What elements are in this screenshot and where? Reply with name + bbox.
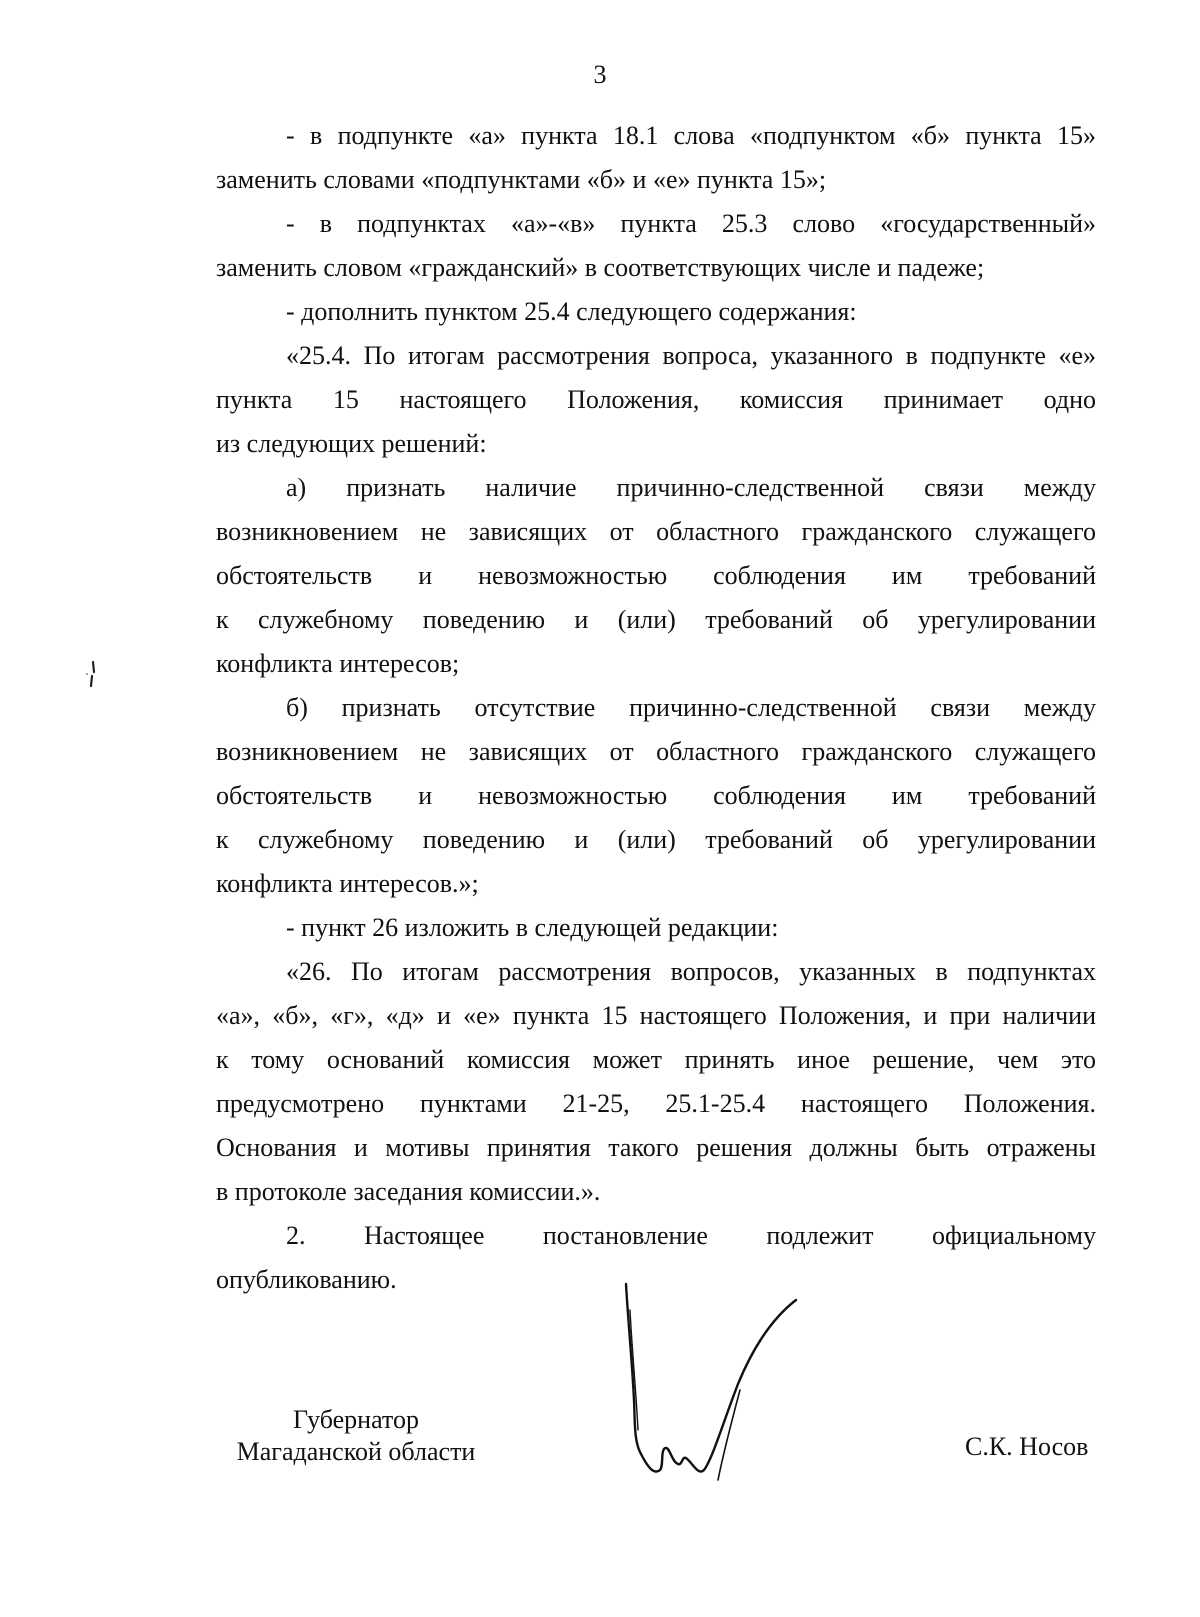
text-line: - в подпункте «а» пункта 18.1 слова «подпунктом «б» пункта 15» [286, 121, 1096, 150]
text-line: - дополнить пунктом 25.4 следующего содержания: [286, 297, 857, 326]
signatory-title-line: Магаданской области [236, 1437, 476, 1466]
text-line: в протоколе заседания комиссии.». [216, 1177, 601, 1206]
signatory-name: С.К. Носов [965, 1432, 1089, 1461]
paragraph-5 [216, 466, 1096, 686]
text-line: возникновением не зависящих от областного гражданского служащего [216, 737, 1096, 766]
text-line: «а», «б», «г», «д» и «е» пункта 15 настоящего Положения, и при наличии [216, 1001, 1096, 1030]
text-line: конфликта интересов; [216, 649, 460, 678]
text-line: пункта 15 настоящего Положения, комиссия принимает одно [216, 385, 1096, 414]
text-line: б) признать отсутствие причинно-следственной связи между [286, 693, 1096, 722]
text-line: «26. По итогам рассмотрения вопросов, указанных в подпунктах [286, 957, 1096, 986]
text-line: из следующих решений: [216, 429, 487, 458]
text-line: «25.4. По итогам рассмотрения вопроса, указанного в подпункте «е» [286, 341, 1096, 370]
text-line: - пункт 26 изложить в следующей редакции: [286, 913, 779, 942]
text-line: Основания и мотивы принятия такого решения должны быть отражены [216, 1133, 1096, 1162]
text-line: а) признать наличие причинно-следственной связи между [286, 473, 1096, 502]
page-number: 3 [593, 60, 607, 89]
paragraph-8 [216, 950, 1096, 1214]
text-line: предусмотрено пунктами 21-25, 25.1-25.4 настоящего Положения. [216, 1089, 1096, 1118]
paragraph-4 [216, 334, 1096, 466]
text-line: к тому оснований комиссия может принять иное решение, чем это [216, 1045, 1096, 1074]
text-line: заменить словом «гражданский» в соответствующих числе и падеже; [216, 253, 985, 282]
signatory-title-line: Губернатор [293, 1405, 419, 1434]
text-line: возникновением не зависящих от областного гражданского служащего [216, 517, 1096, 546]
signature-block [0, 1308, 1200, 1568]
text-line: обстоятельств и невозможностью соблюдения им требований [216, 781, 1096, 810]
paragraph-2 [216, 202, 1096, 290]
signatory-title [226, 1404, 486, 1468]
text-line: заменить словами «подпунктами «б» и «е» пункта 15»; [216, 165, 827, 194]
handwritten-signature [620, 1280, 820, 1510]
scan-speck [84, 660, 98, 690]
text-line: опубликованию. [216, 1265, 397, 1294]
text-line: обстоятельств и невозможностью соблюдения им требований [216, 561, 1096, 590]
text-line: - в подпунктах «а»-«в» пункта 25.3 слово «государственный» [286, 209, 1096, 238]
paragraph-7 [216, 906, 1096, 950]
text-line: конфликта интересов.»; [216, 869, 479, 898]
text-line: 2. Настоящее постановление подлежит официальному [286, 1221, 1096, 1250]
text-line: к служебному поведению и (или) требований об урегулировании [216, 605, 1096, 634]
paragraph-6 [216, 686, 1096, 906]
paragraph-3 [216, 290, 1096, 334]
document-body [216, 114, 1096, 1302]
paragraph-1 [216, 114, 1096, 202]
text-line: к служебному поведению и (или) требований об урегулировании [216, 825, 1096, 854]
